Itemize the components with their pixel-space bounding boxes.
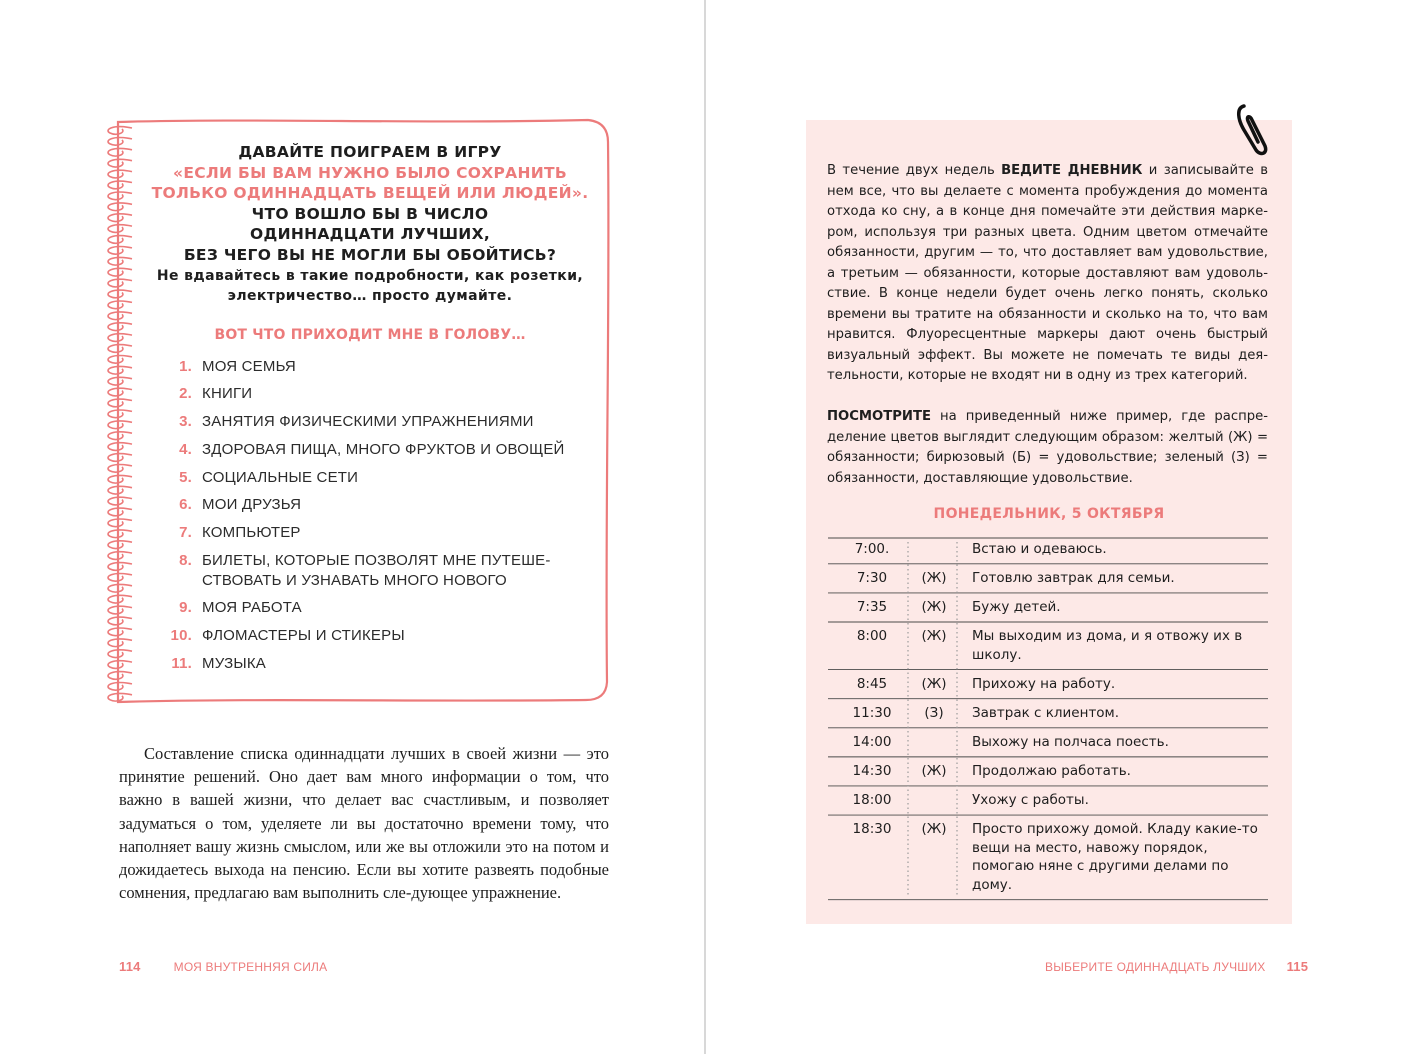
- item-text: КОМПЬЮТЕР: [202, 523, 301, 541]
- item-text: МУЗЫКА: [202, 654, 266, 672]
- code-cell: (Ж): [921, 599, 947, 616]
- item-number: 9.: [179, 599, 192, 617]
- paperclip-icon: [1232, 100, 1272, 160]
- running-title: ВЫБЕРИТЕ ОДИННАДЦАТЬ ЛУЧШИХ: [1045, 960, 1266, 974]
- list-item: [150, 495, 590, 515]
- schedule-row: [830, 733, 1268, 752]
- code-cell: (Ж): [921, 675, 947, 692]
- code-cell: (Ж): [921, 570, 947, 587]
- activity-cell: Прихожу на работу.: [972, 675, 1116, 692]
- item-number: 1.: [179, 357, 192, 375]
- schedule-row: [830, 627, 1268, 664]
- list-item: [150, 468, 590, 488]
- heading-line: ДАВАЙТЕ ПОИГРАЕМ В ИГРУ: [238, 143, 502, 161]
- right-footer: [1045, 959, 1308, 974]
- item-number: 3.: [179, 413, 192, 431]
- page-number: 114: [119, 959, 141, 974]
- color-legend-paragraph: [827, 407, 1268, 489]
- list-item: [150, 440, 590, 460]
- schedule-table: [830, 540, 1268, 894]
- activity-cell: Выхожу на полчаса поесть.: [972, 734, 1169, 751]
- time-cell: 18:30: [852, 821, 892, 838]
- list-item: [150, 357, 590, 377]
- item-number: 10.: [170, 626, 192, 644]
- list-item: [150, 523, 590, 543]
- game-heading: [150, 142, 590, 307]
- code-cell: (Ж): [921, 821, 947, 838]
- activity-cell: Мы выходим из дома, и я отвожу их в школу.: [972, 628, 1243, 663]
- activity-cell: Бужу детей.: [972, 599, 1061, 616]
- activity-cell: Завтрак с клиентом.: [972, 704, 1120, 721]
- schedule-row: [830, 540, 1268, 559]
- time-cell: 14:00: [852, 734, 892, 751]
- heading-line: ТОЛЬКО ОДИННАДЦАТЬ ВЕЩЕЙ ИЛИ ЛЮДЕЙ».: [151, 184, 589, 203]
- note-line: электричество… просто думайте.: [227, 288, 513, 305]
- running-title: МОЯ ВНУТРЕННЯЯ СИЛА: [173, 960, 328, 974]
- body-paragraph: Составление списка одиннадцати лучших в своей жизни — это принятие решений. Оно дает вам много информации о том, что важно в вашей жизни, что делает вас счастливым, и позволяет задуматься о том, уделяете ли вы достаточно времени тому, что наполняет вашу жизнь смыслом, или же вы отложили это на потом и дожидаетесь выхода на пенсию. Если вы хотите развеять подобные сомнения, предлагаю вам выполнить сле-дующее упражнение.: [119, 744, 609, 903]
- item-number: 8.: [179, 551, 192, 569]
- item-text: МОЯ РАБОТА: [202, 599, 302, 617]
- para-text: и записывайте в нем все, что вы делаете с момента пробуждения до момента отхода ко сну, а в конце дня помечайте эти действия марке-ром, используя три разных цвета. Одним цветом отмечайте обязанности, другим — то, что доставляет вам удовольствие, а третьим — обязанности, которые доставляют вам удоволь-ствие. В конце недели будет очень легко понять, сколько времени вы тратите на обязанности и сколько на то, что вам нравится. Флуоресцентные маркеры дают очень быстрый визуальный эффект. Вы можете не помечать те виды дея-тельности, которые не входят ни в одну из трех категорий.: [827, 163, 1268, 383]
- item-text: ЗДОРОВАЯ ПИЩА, МНОГО ФРУКТОВ И ОВОЩЕЙ: [202, 440, 565, 458]
- item-number: 2.: [179, 385, 192, 403]
- left-footer: [119, 959, 327, 974]
- para-emphasis: ПОСМОТРИТЕ: [827, 409, 931, 424]
- time-cell: 14:30: [852, 763, 892, 780]
- item-number: 6.: [179, 496, 192, 514]
- code-cell: [910, 733, 958, 752]
- time-cell: 8:00: [856, 628, 888, 645]
- code-cell: (Ж): [921, 628, 947, 645]
- list-subheading: ВОТ ЧТО ПРИХОДИТ МНЕ В ГОЛОВУ…: [214, 326, 526, 343]
- day-title: ПОНЕДЕЛЬНИК, 5 ОКТЯБРЯ: [933, 506, 1165, 522]
- schedule-row: [830, 704, 1268, 723]
- item-number: 7.: [179, 523, 192, 541]
- item-text: ФЛОМАСТЕРЫ И СТИКЕРЫ: [202, 626, 405, 644]
- book-spine: [704, 0, 706, 1054]
- diary-instructions: [827, 161, 1268, 387]
- heading-line: «ЕСЛИ БЫ ВАМ НУЖНО БЫЛО СОХРАНИТЬ: [173, 163, 567, 182]
- time-cell: 7:35: [856, 599, 888, 616]
- item-number: 4.: [179, 440, 192, 458]
- item-text: КНИГИ: [202, 385, 253, 403]
- item-text: МОЯ СЕМЬЯ: [202, 357, 296, 375]
- schedule-row: [830, 569, 1268, 588]
- activity-cell: Ухожу с работы.: [972, 792, 1089, 809]
- code-cell: (Ж): [921, 763, 947, 780]
- activity-cell: Продолжаю работать.: [972, 763, 1131, 780]
- code-cell: [910, 791, 958, 810]
- list-item: [150, 598, 590, 618]
- schedule-row: [830, 762, 1268, 781]
- schedule-row: [830, 820, 1268, 894]
- activity-cell: Просто прихожу домой. Кладу какие-то вещи на место, навожу порядок, помогаю няне с другими делами по дому.: [972, 821, 1258, 893]
- item-text: СОЦИАЛЬНЫЕ СЕТИ: [202, 468, 359, 486]
- time-cell: 11:30: [852, 704, 892, 721]
- item-number: 5.: [179, 468, 192, 486]
- heading-line: ЧТО ВОШЛО БЫ В ЧИСЛО: [251, 204, 489, 223]
- schedule-row: [830, 598, 1268, 617]
- item-text: ЗАНЯТИЯ ФИЗИЧЕСКИМИ УПРАЖНЕНИЯМИ: [202, 413, 534, 431]
- code-cell: (З): [924, 704, 944, 721]
- schedule-row: [830, 675, 1268, 694]
- para-emphasis: ВЕДИТЕ ДНЕВНИК: [1001, 163, 1143, 178]
- list-item: [150, 626, 590, 646]
- page-number: 115: [1286, 959, 1309, 974]
- heading-line: БЕЗ ЧЕГО ВЫ НЕ МОГЛИ БЫ ОБОЙТИСЬ?: [183, 245, 557, 264]
- time-cell: 8:45: [856, 675, 888, 692]
- time-cell: 18:00: [852, 792, 892, 809]
- list-item: [150, 384, 590, 404]
- time-cell: 7:30: [856, 570, 888, 587]
- item-number: 11.: [171, 654, 192, 672]
- notebook-content: [150, 142, 590, 681]
- item-text: МОИ ДРУЗЬЯ: [202, 496, 302, 514]
- list-item: [150, 654, 590, 674]
- activity-cell: Встаю и одеваюсь.: [972, 541, 1107, 557]
- list-item: [150, 412, 590, 432]
- code-cell: [910, 540, 958, 559]
- list-item: [150, 551, 590, 591]
- heading-line: ОДИННАДЦАТИ ЛУЧШИХ,: [249, 225, 491, 244]
- note-line: Не вдавайтесь в такие подробности, как розетки,: [156, 267, 584, 284]
- para-text: на приведенный ниже пример, где распре-деление цветов выглядит следующим образом: желтый (Ж) = обязанности; бирюзовый (Б) = удовольствие; зеленый (З) = обязанности, доставляющие удовольствие.: [827, 409, 1268, 486]
- time-cell: 7:00.: [854, 541, 890, 557]
- para-text: В течение двух недель: [827, 163, 1002, 178]
- activity-cell: Готовлю завтрак для семьи.: [972, 570, 1175, 587]
- item-text: БИЛЕТЫ, КОТОРЫЕ ПОЗВОЛЯТ МНЕ ПУТЕШЕ-СТВОВАТЬ И УЗНАВАТЬ МНОГО НОВОГО: [202, 551, 551, 589]
- eleven-best-list: [150, 357, 590, 674]
- schedule-row: [830, 791, 1268, 810]
